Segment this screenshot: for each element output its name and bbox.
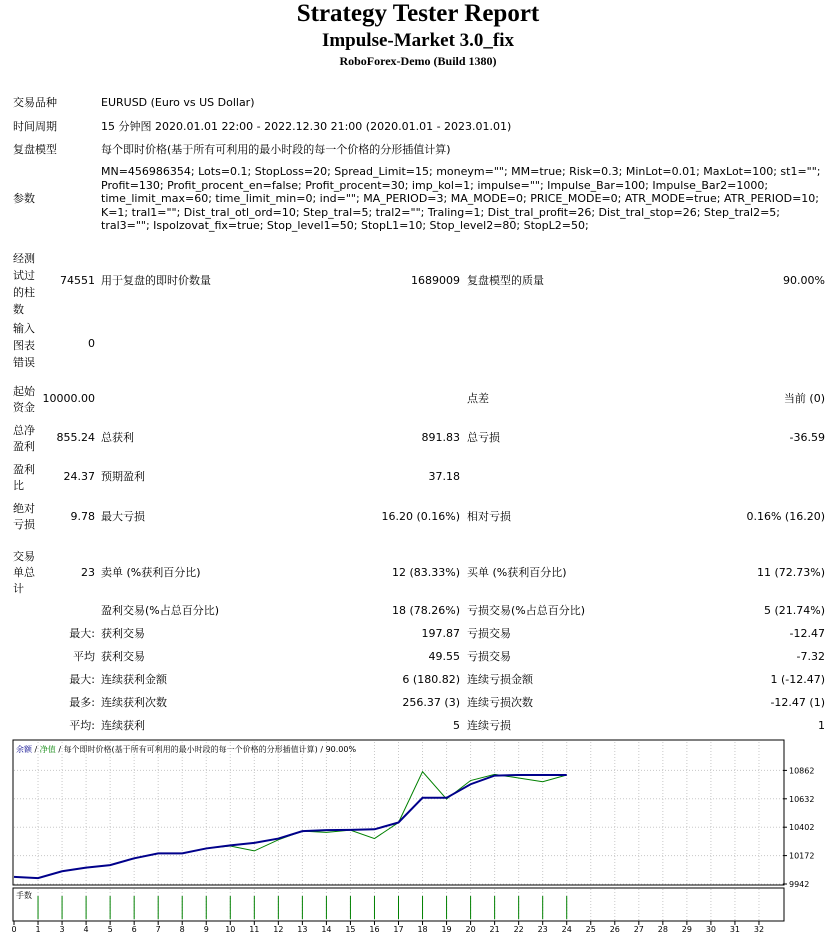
quality-label: 复盘模型的质量 bbox=[467, 274, 544, 287]
avg-profit-label: 获利交易 bbox=[101, 650, 145, 663]
bars-value: 74551 bbox=[60, 274, 95, 287]
short-label: 卖单 (%获利百分比) bbox=[101, 566, 201, 579]
profittrades-value: 18 (78.26%) bbox=[391, 604, 460, 617]
x-tick-label: 20 bbox=[465, 925, 476, 934]
report-title: Strategy Tester Report bbox=[296, 0, 540, 27]
bars-label: 经测试过的柱数 bbox=[13, 252, 35, 316]
x-tick-label: 17 bbox=[393, 925, 404, 934]
maxdd-value: 16.20 (0.16%) bbox=[381, 510, 460, 523]
profittrades-label: 盈利交易(%占总百分比) bbox=[101, 604, 220, 617]
x-tick-label: 28 bbox=[657, 925, 668, 934]
period-value: 15 分钟图 2020.01.01 22:00 - 2022.12.30 21:00 (2020.01.01 - 2023.01.01) bbox=[101, 120, 512, 133]
avg-cons-loss-value: 1 bbox=[818, 719, 825, 732]
largest-profit-label: 获利交易 bbox=[101, 627, 145, 640]
x-tick-label: 19 bbox=[441, 925, 452, 934]
x-tick-label: 14 bbox=[321, 925, 332, 934]
x-tick-label: 30 bbox=[705, 925, 716, 934]
spread-label: 点差 bbox=[467, 392, 489, 405]
x-tick-label: 12 bbox=[273, 925, 284, 934]
avg-profit-value: 49.55 bbox=[428, 650, 460, 663]
grossloss-label: 总亏损 bbox=[467, 431, 500, 444]
avg-cons-prefix: 平均: bbox=[69, 719, 95, 732]
losstrades-label: 亏损交易(%占总百分比) bbox=[467, 604, 586, 617]
x-tick-label: 1 bbox=[35, 925, 41, 934]
expert-name: Impulse-Market 3.0_fix bbox=[321, 30, 515, 51]
x-tick-label: 29 bbox=[681, 925, 692, 934]
x-tick-label: 11 bbox=[249, 925, 260, 934]
short-value: 12 (83.33%) bbox=[391, 566, 460, 579]
x-tick-label: 24 bbox=[561, 925, 572, 934]
y-tick-label: 10172 bbox=[789, 851, 815, 861]
cons-profit-label: 连续获利次数 bbox=[101, 696, 167, 709]
long-value: 11 (72.73%) bbox=[756, 566, 825, 579]
absdd-value: 9.78 bbox=[70, 510, 95, 523]
pf-value: 24.37 bbox=[63, 470, 95, 483]
trades-label: 交易单总计 bbox=[13, 550, 35, 595]
cons-loss-value: -12.47 (1) bbox=[770, 696, 825, 709]
grossprofit-label: 总获利 bbox=[101, 431, 134, 444]
cons-wins-money-label: 连续获利金额 bbox=[101, 673, 167, 686]
largest-loss-label: 亏损交易 bbox=[467, 627, 511, 640]
avg-cons-wins-value: 5 bbox=[453, 719, 460, 732]
x-tick-label: 26 bbox=[609, 925, 620, 934]
volume-label: 手数 bbox=[16, 891, 32, 900]
chart-legend: 余额 / 净值 / 每个即时价格(基于所有可利用的最小时段的每一个价格的分形插值计算) / 90.00% bbox=[16, 745, 357, 754]
trades-value: 23 bbox=[81, 566, 95, 579]
cons-loss-label: 连续亏损次数 bbox=[467, 696, 533, 709]
netprofit-label: 总净盈利 bbox=[13, 424, 35, 453]
params-label: 参数 bbox=[13, 192, 35, 205]
x-tick-label: 21 bbox=[489, 925, 500, 934]
x-tick-label: 9 bbox=[203, 925, 209, 934]
x-tick-label: 22 bbox=[513, 925, 524, 934]
reldd-label: 相对亏损 bbox=[467, 510, 511, 523]
params-value: MN=456986354; Lots=0.1; StopLoss=20; Spread_Limit=15; moneym=""; MM=true; Risk=0.3; MinLot=0.01; MaxLot=100; st1=""; Profit=130; Profit_procent_en=false; Profit_procent=30; imp_kol=1; impulse=""; Impulse_Bar=100; Impulse_Bar2=1000; time_limit_max=60; time_limit_min=0; ind=""; MA_PERIOD=3; MA_MODE=0; PRICE_MODE=0; ATR_MODE=true; ATR_PERIOD=10; K=1; tral1=""; Dist_tral_otl_ord=10; Step_tral=5; tral2=""; Traling=1; Dist_tral_profit=26; Dist_tral_stop=26; Step_tral2=5; tral3=""; Ispolzovat_fix=true; Stop_level1=50; StopL1=10; Stop_level2=80; StopL2=50; bbox=[101, 165, 821, 233]
y-tick-label: 9942 bbox=[789, 880, 810, 889]
avg-cons-wins-label: 连续获利 bbox=[101, 719, 145, 732]
symbol-label: 交易品种 bbox=[13, 96, 57, 109]
x-tick-label: 0 bbox=[11, 925, 17, 934]
netprofit-value: 855.24 bbox=[56, 431, 95, 444]
x-tick-label: 8 bbox=[179, 925, 185, 934]
x-tick-label: 31 bbox=[729, 925, 741, 934]
average-prefix: 平均 bbox=[73, 650, 95, 663]
spread-value: 当前 (0) bbox=[783, 392, 825, 405]
largest-profit-value: 197.87 bbox=[421, 627, 460, 640]
maxdd-label: 最大亏损 bbox=[101, 510, 145, 523]
y-tick-label: 10862 bbox=[789, 766, 815, 776]
server-name: RoboForex-Demo (Build 1380) bbox=[339, 54, 497, 68]
errors-value: 0 bbox=[88, 337, 95, 350]
model-label: 复盘模型 bbox=[13, 143, 57, 156]
pf-label: 盈利比 bbox=[13, 463, 35, 492]
x-tick-label: 4 bbox=[83, 925, 89, 934]
x-tick-label: 32 bbox=[753, 925, 765, 934]
max-wins-prefix: 最大: bbox=[69, 673, 95, 686]
y-tick-label: 10632 bbox=[789, 794, 815, 804]
x-tick-label: 16 bbox=[369, 925, 380, 934]
errors-label: 输入图表错误 bbox=[13, 322, 35, 369]
cons-wins-money-value: 6 (180.82) bbox=[402, 673, 460, 686]
long-label: 买单 (%获利百分比) bbox=[467, 566, 567, 579]
x-tick-label: 15 bbox=[345, 925, 356, 934]
avg-loss-value: -7.32 bbox=[796, 650, 825, 663]
deposit-value: 10000.00 bbox=[42, 392, 95, 405]
largest-prefix: 最大: bbox=[69, 627, 95, 640]
grossloss-value: -36.59 bbox=[789, 431, 825, 444]
cons-profit-value: 256.37 (3) bbox=[402, 696, 460, 709]
ticks-value: 1689009 bbox=[411, 274, 460, 287]
y-tick-label: 10402 bbox=[789, 823, 815, 833]
deposit-label: 起始资金 bbox=[13, 385, 35, 414]
avg-cons-loss-label: 连续亏损 bbox=[467, 719, 511, 732]
x-tick-label: 6 bbox=[131, 925, 137, 934]
x-tick-label: 27 bbox=[633, 925, 644, 934]
cons-loss-money-label: 连续亏损金额 bbox=[467, 673, 533, 686]
x-tick-label: 13 bbox=[297, 925, 308, 934]
model-value: 每个即时价格(基于所有可利用的最小时段的每一个价格的分形插值计算) bbox=[101, 143, 451, 156]
x-tick-label: 10 bbox=[225, 925, 236, 934]
period-label: 时间周期 bbox=[13, 120, 57, 133]
most-prefix: 最多: bbox=[69, 696, 95, 709]
largest-loss-value: -12.47 bbox=[789, 627, 825, 640]
x-tick-label: 25 bbox=[585, 925, 596, 934]
losstrades-value: 5 (21.74%) bbox=[763, 604, 825, 617]
grossprofit-value: 891.83 bbox=[421, 431, 460, 444]
x-tick-label: 18 bbox=[417, 925, 428, 934]
ticks-label: 用于复盘的即时价数量 bbox=[101, 274, 211, 287]
expected-label: 预期盈利 bbox=[101, 470, 145, 483]
symbol-value: EURUSD (Euro vs US Dollar) bbox=[101, 96, 255, 109]
reldd-value: 0.16% (16.20) bbox=[746, 510, 825, 523]
x-tick-label: 3 bbox=[59, 925, 65, 934]
x-tick-label: 5 bbox=[107, 925, 113, 934]
expected-value: 37.18 bbox=[428, 470, 460, 483]
absdd-label: 绝对亏损 bbox=[13, 502, 35, 531]
x-tick-label: 7 bbox=[155, 925, 161, 934]
quality-value: 90.00% bbox=[783, 274, 825, 287]
cons-loss-money-value: 1 (-12.47) bbox=[770, 673, 825, 686]
avg-loss-label: 亏损交易 bbox=[467, 650, 511, 663]
x-tick-label: 23 bbox=[537, 925, 548, 934]
